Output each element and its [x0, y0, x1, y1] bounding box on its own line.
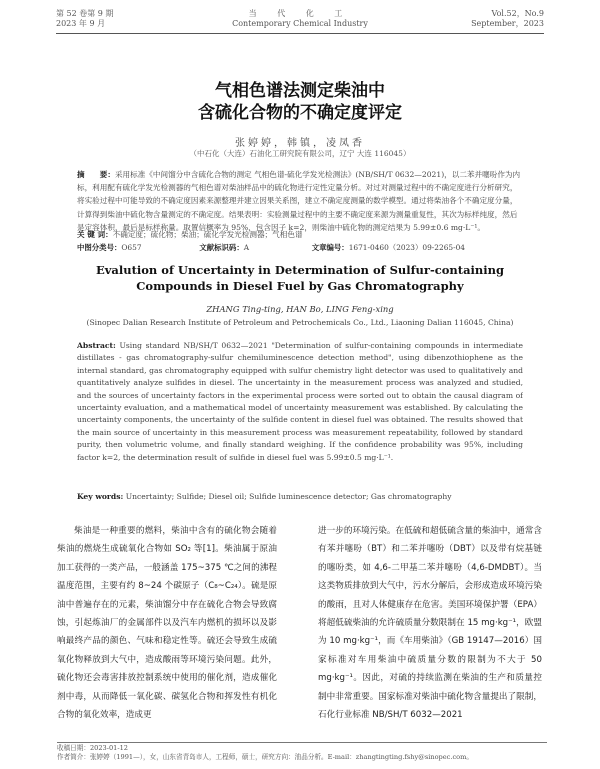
chinese-keywords: 关 键 词：不确定度；硫化物；柴油；硫化学发光检测器；气相色谱: [77, 230, 303, 239]
chinese-title: 气相色谱法测定柴油中 含硫化合物的不确定度评定: [198, 81, 402, 123]
english-authors: ZHANG Ting-ting, HAN Bo, LING Feng-xing: [206, 304, 394, 314]
english-abstract: Abstract: Using standard NB/SH/T 0632—2021 "Determination of sulfur-containing compounds in intermediate distillates - gas chromatography-sulfur chemiluminescence detection method", using dibenzothiophene as the internal standard, gas chromatography equipped with sulfur chemistry light detector was used to qualitatively and quantitatively analyze sulfides in diesel. The uncertainty in the measurement process was analyzed and studied, and the sources of uncertainty factors in the experimental process were sorted out to obtain the causal diagram of uncertainty evaluation, and a mathematical model of uncertainty measurement was established. By calculating the uncertainty components, the uncertainty of the sulfide content in diesel fuel was obtained. The results showed that the main source of uncertainty in this measurement process was measurement repeatability, followed by standard purity, then volumetric volume, and finally standard weighing. If the confidence probability was 95%, including factor k=2, the determination result of sulfide in diesel fuel was 5.99±0.5 mg·L⁻¹.: [77, 341, 523, 462]
classification-line: 中图分类号：O657 文献标识码：A 文章编号：1671-0460（2023）09-2265-04: [77, 243, 466, 252]
footnote: 收稿日期：2023-01-12 作者简介：张婷婷（1991—），女，山东省青岛市人，工程师，硕士，研究方向：油品分析。E-mail：zhangtingting.fshy@sinopec.com。: [57, 742, 547, 762]
volume-info-en: Vol.52，No.9 September，2023: [471, 9, 544, 28]
body-column-left: 柴油是一种重要的燃料，柴油中含有的硫化物会随着柴油的燃烧生成硫氧化合物如 SO₂ 等[1]。柴油属于原油加工获得的一类产品，一般涵盖 175~375 ℃之间的沸程温度范围，主要有约 8~24 个碳原子（C₈~C₂₄）。硫是原油中普遍存在的元素，柴油馏分中存在硫化合物会导致腐蚀，引起炼油厂的金属部件以及汽车内燃机的损坏以及影响最终产品的颜色、气味和稳定性等。硫还会导致生成硫氧化物释放到大气中，造成酸雨等环境污染问题。此外，硫化物还会毒害排放控制系统中使用的催化剂，造成催化剂中毒，从而降低一氧化碳、碳氢化合物和挥发性有机化合物的氧化效率，造成更: [57, 526, 277, 721]
body-column-right: 进一步的环境污染。在低硫和超低硫含量的柴油中，通常含有苯并噻吩（BT）和二苯并噻吩（DBT）以及带有烷基链的噻吩类，如 4,6-二甲基二苯并噻吩（4,6-DMDBT）。当这类物质排放到大气中，污水分解后，会形成造成环境污染的酸雨，且对人体健康存在危害。美国环境保护署（EPA）将超低硫柴油的允许硫质量分数限制在 15 mg·kg⁻¹，欧盟为 10 mg·kg⁻¹，而《车用柴油》（GB 19147—2016）国家标准对车用柴油中硫质量分数的限制为不大于 50 mg·kg⁻¹。因此，对硫的持续监测在柴油的生产和质量控制中非常重要。国家标准对柴油中硫化物含量提出了限制，石化行业标准 NB/SH/T 6032—2021: [318, 526, 542, 721]
chinese-affiliation: （中石化（大连）石油化工研究院有限公司，辽宁 大连 116045）: [189, 149, 411, 158]
journal-name: 当 代 化 工 Contemporary Chemical Industry: [232, 9, 368, 28]
running-header: [56, 9, 544, 35]
header-rule: [56, 33, 544, 34]
english-title: Evalution of Uncertainty in Determination of Sulfur-containing Compounds in Diesel Fuel by Gas Chromatography: [95, 263, 505, 293]
english-keywords: Key words: Uncertainty; Sulfide; Diesel oil; Sulfide luminescence detector; Gas chromatography: [77, 492, 452, 501]
chinese-authors: 张婷婷，韩镇，凌凤香: [235, 138, 365, 149]
volume-info: 第 52 卷第 9 期 2023 年 9 月: [56, 9, 114, 28]
chinese-abstract: 摘 要：采用标准《中间馏分中含硫化合物的测定 气相色谱-硫化学发光检测法》(NB/SH/T 0632—2021)，以二苯并噻吩作为内标，利用配有硫化学发光检测器的气相色谱对柴油样品中的硫化物进行定性定量分析。对过对测量过程中的不确定度进行分析研究，将实验过程中可能导致的不确定度因素来源整理并建立因果关系图，建立不确定度测量的数学模型。通过将柴油各个不确定度分量，计算得到柴油中硫化物含量测定的不确定度。结果表明：实验测量过程中的主要不确定度来源为测量重复性，其次为标样纯度，然后是定容体积，最后是标样称量。取置信概率为 95%，包含因子 k=2，则柴油中硫化物的测定结果为 5.99±0.6 mg·L⁻¹。: [77, 170, 521, 232]
english-affiliation: (Sinopec Dalian Research Institute of Petroleum and Petrochemicals Co., Ltd., Liaoning Dalian 116045, China): [86, 318, 514, 327]
